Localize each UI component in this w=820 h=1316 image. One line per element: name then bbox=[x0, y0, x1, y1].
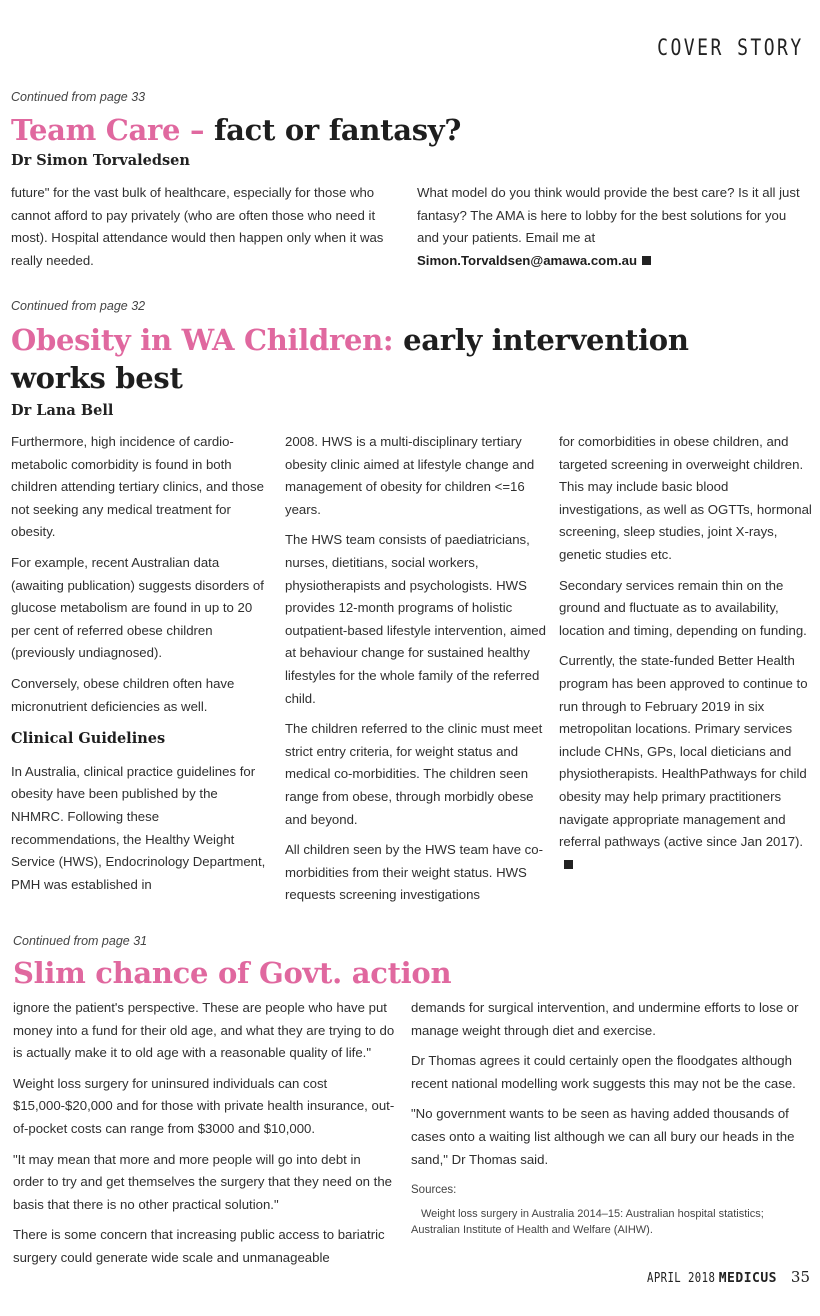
article1-column-1 bbox=[11, 182, 401, 280]
paragraph: Currently, the state-funded Better Health program has been approved to continue to run through to February 2019 in six metropolitan locations. Primary services include CHNs, GPs, local dieticians and physiotherapists. HealthPathways for child obesity may help primary practitioners navigate appropriate management and referral pathways (active since Jan 2017). bbox=[559, 653, 808, 850]
article-title-2 bbox=[11, 321, 771, 397]
paragraph: Conversely, obese children often have micronutrient deficiencies as well. bbox=[11, 675, 235, 714]
section-label: COVER STORY bbox=[657, 36, 804, 61]
paragraph: Dr Thomas agrees it could certainly open the floodgates although recent national modelling work suggests this may not be the case. bbox=[411, 1053, 796, 1091]
paragraph: The children referred to the clinic must meet strict entry criteria, for weight status and medical co-morbidities. The children seen range from obese, through morbidly obese and beyond. bbox=[285, 721, 543, 827]
paragraph: The HWS team consists of paediatricians, nurses, dietitians, social workers, physiotherapists and psychologists. HWS provides 12-month programs of holistic outpatient-based lifestyle intervention, aimed at behaviour change for sustained healthy lifestyles for the whole family of the referred child. bbox=[285, 532, 546, 706]
paragraph: Secondary services remain thin on the ground and fluctuate as to availability, location and timing, depending on funding. bbox=[559, 577, 807, 638]
paragraph: For example, recent Australian data (awaiting publication) suggests disorders of glucose metabolism are found in up to 20 per cent of referred obese children (previously undiagnosed). bbox=[11, 554, 264, 661]
end-mark-icon bbox=[642, 256, 651, 265]
page-number: 35 bbox=[790, 1268, 810, 1286]
author-1: Dr Simon Torvaledsen bbox=[11, 152, 190, 169]
paragraph: for comorbidities in obese children, and targeted screening in overweight children. This may include basic blood investigations, as well as OGTTs, hormonal screening, sleep studies, joint X-rays, genetic studies etc. bbox=[559, 434, 812, 562]
continued-label-3: Continued from page 31 bbox=[13, 934, 148, 948]
paragraph: "No government wants to be seen as having added thousands of cases onto a waiting list although we can all bury our heads in the sand," Dr Thomas said. bbox=[411, 1106, 795, 1167]
article1-column-2 bbox=[417, 182, 807, 280]
title-dark-2: early intervention works best bbox=[11, 323, 689, 395]
continued-label-1: Continued from page 33 bbox=[11, 90, 146, 104]
paragraph: In Australia, clinical practice guidelines for obesity have been published by the NHMRC. Following these recommendations, the Healthy Weight Service (HWS), Endocrinology Department, PMH was established in bbox=[11, 763, 266, 892]
sources-text: Weight loss surgery in Australia 2014–15: Australian hospital statistics; Australian Institute of Health and Welfare (AIHW). bbox=[411, 1207, 764, 1236]
paragraph: There is some concern that increasing public access to bariatric surgery could generate wide scale and unmanageable bbox=[13, 1227, 385, 1265]
paragraph: All children seen by the HWS team have co-morbidities from their weight status. HWS requests screening investigations bbox=[285, 842, 544, 903]
title-pink-3: Slim chance of Govt. action bbox=[13, 956, 452, 990]
paragraph: ignore the patient's perspective. These are people who have put money into a fund for their old age, and what they are trying to do is actually make it to old age with a reasonable quality of life." bbox=[13, 1000, 395, 1061]
article2-column-1 bbox=[11, 431, 266, 904]
email-link[interactable]: Simon.Torvaldsen@amawa.com.au bbox=[417, 252, 638, 268]
subheading: Clinical Guidelines bbox=[11, 730, 166, 748]
article2-column-2 bbox=[285, 431, 547, 915]
paragraph: demands for surgical intervention, and undermine efforts to lose or manage weight through diet and exercise. bbox=[411, 1000, 799, 1038]
title-pink-1: Team Care – bbox=[11, 113, 214, 147]
paragraph: future" for the vast bulk of healthcare, especially for those who cannot afford to pay privately (who are often those who need it most). Hospital attendance would then happen only when it was really needed. bbox=[11, 185, 384, 268]
paragraph: Weight loss surgery for uninsured individuals can cost $15,000-$20,000 and for those with private health insurance, out-of-pocket costs can range from $3000 and $10,000. bbox=[13, 1075, 395, 1136]
article-title-1 bbox=[11, 111, 811, 149]
author-2: Dr Lana Bell bbox=[11, 402, 114, 419]
page-footer bbox=[632, 1268, 810, 1286]
paragraph: Furthermore, high incidence of cardio-metabolic comorbidity is found in both children attending tertiary clinics, and those not seeking any medical treatment for obesity. bbox=[11, 434, 264, 540]
paragraph: "It may mean that more and more people will go into debt in order to try and get themselves the surgery that they need on the basis that there is no other practical solution." bbox=[13, 1151, 392, 1212]
continued-label-2: Continued from page 32 bbox=[11, 299, 146, 313]
paragraph: What model do you think would provide the best care? Is it all just fantasy? The AMA is here to lobby for the best solutions for you and your patients. Email me at bbox=[417, 185, 800, 246]
article-title-3 bbox=[13, 954, 773, 992]
title-dark-1: fact or fantasy? bbox=[213, 113, 462, 147]
article3-column-2 bbox=[411, 997, 801, 1238]
end-mark-icon bbox=[564, 860, 573, 869]
sources-label: Sources: bbox=[411, 1184, 457, 1197]
title-pink-2: Obesity in WA Children: bbox=[11, 323, 404, 357]
article3-column-1 bbox=[13, 997, 395, 1278]
paragraph: 2008. HWS is a multi-disciplinary tertiary obesity clinic aimed at lifestyle change and management of obesity for children <=16 years. bbox=[285, 434, 535, 517]
issue-date: APRIL 2018 bbox=[646, 1271, 715, 1286]
magazine-name: MEDICUS bbox=[718, 1271, 778, 1286]
article2-column-3 bbox=[559, 431, 814, 884]
